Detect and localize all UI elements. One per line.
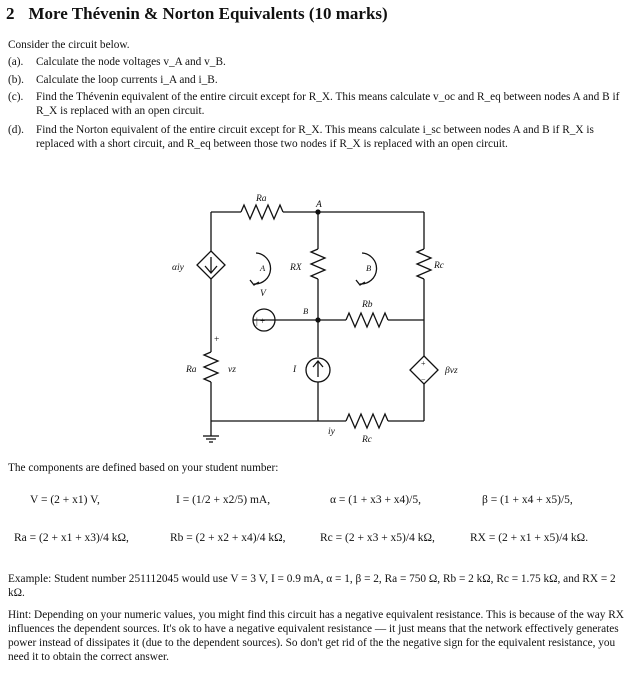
label-v: V <box>260 289 266 299</box>
hint-text: Hint: Depending on your numeric values, you might find this circuit has a negative equivalent resistance. This is because of the way RX influences the dependent sources. It's ok to have a negative equivalent resistance — it just means that the network effectively generates power instead of dissipates it (due to the dependent sources). So don't get rid of the the negative sign for the equivalent resistance, you need it to obtain the correct answer. <box>8 609 624 663</box>
part-a-label: (a). <box>8 56 24 68</box>
dependent-current-source <box>197 251 225 279</box>
node-b-dot <box>316 318 320 322</box>
intro-text: Consider the circuit below. <box>8 39 130 51</box>
label-node-b: B <box>303 306 309 316</box>
part-b <box>8 74 620 88</box>
label-loop-a: A <box>260 263 266 273</box>
eq-i: I = (1/2 + x2/5) mA, <box>176 494 271 506</box>
loop-a-arrow <box>254 253 271 284</box>
loop-a-arrowhead <box>250 280 259 285</box>
eq-v: V = (2 + x1) V, <box>30 494 100 506</box>
label-rx: RX <box>290 263 302 273</box>
label-i: I <box>293 365 297 375</box>
loop-b-arrowhead <box>356 280 365 285</box>
label-ra-left: Ra <box>186 365 197 375</box>
part-a <box>8 56 620 70</box>
eq-ra: Ra = (2 + x1 + x3)/4 kΩ, <box>14 532 129 544</box>
part-c <box>8 91 620 118</box>
part-d-text: Find the Norton equivalent of the entire circuit except for R_X. This means calculate i_sc between nodes A and B if R_X is replaced with a short circuit, and R_eq between those two nodes if R_X is replaced with an open circuit. <box>36 124 594 150</box>
label-plus: + <box>214 335 220 345</box>
label-src-sign: | + <box>256 316 266 326</box>
node-a-dot <box>316 210 320 214</box>
resistor-ra-top <box>241 205 283 219</box>
eq-rb: Rb = (2 + x2 + x4)/4 kΩ, <box>170 532 286 544</box>
eq-beta: β = (1 + x4 + x5)/5, <box>482 494 573 506</box>
label-dep-minus: − <box>421 375 426 384</box>
part-d-label: (d). <box>8 124 24 137</box>
current-source-i <box>306 358 330 382</box>
label-rc-right: Rc <box>434 261 445 271</box>
part-b-label: (b). <box>8 73 24 86</box>
label-ra-top: Ra <box>256 194 267 204</box>
part-d <box>8 124 620 151</box>
question-title <box>6 4 388 24</box>
resistor-rx <box>311 249 325 279</box>
label-dep-voltage: βvz <box>445 366 458 376</box>
part-a-text: Calculate the node voltages v_A and v_B. <box>36 56 226 68</box>
label-rc-bottom: Rc <box>362 435 373 445</box>
resistor-rc-right <box>417 249 431 279</box>
voltage-source-v <box>253 309 275 331</box>
part-c-text: Find the Thévenin equivalent of the entire circuit except for R_X. This means calculate v_oc and R_eq between nodes A and B if R_X is replaced with an open circuit. <box>36 91 620 117</box>
label-vz: vz <box>228 365 236 375</box>
question-parts <box>8 56 620 156</box>
label-dep-plus: + <box>421 359 426 368</box>
label-loop-b: B <box>366 263 372 273</box>
label-iy: iy <box>328 427 335 437</box>
resistor-rb <box>346 313 388 327</box>
dep-current-arrowhead <box>205 266 217 273</box>
label-rb: Rb <box>362 300 373 310</box>
part-c-label: (c). <box>8 91 24 104</box>
loop-b-arrow <box>360 253 377 284</box>
resistor-ra-left <box>204 352 218 382</box>
current-source-arrowhead <box>313 361 323 367</box>
example-text: Example: Student number 251112045 would use V = 3 V, I = 0.9 mA, α = 1, β = 2, Ra = 750 Ω, Rb = 2 kΩ, Rc = 1.75 kΩ, and RX = 2 kΩ. <box>8 573 616 599</box>
part-b-text: Calculate the loop currents i_A and i_B. <box>36 73 218 86</box>
eq-rx: RX = (2 + x1 + x5)/4 kΩ. <box>470 532 589 544</box>
components-intro: The components are defined based on your student number: <box>8 462 279 474</box>
eq-rc: Rc = (2 + x3 + x5)/4 kΩ, <box>320 532 435 544</box>
dependent-voltage-source <box>410 356 438 384</box>
label-dep-current: αiy <box>172 263 184 273</box>
label-node-a: A <box>316 200 322 210</box>
question-number: 2 <box>6 4 15 23</box>
resistor-rc-bottom <box>346 414 388 428</box>
question-heading: More Thévenin & Norton Equivalents (10 marks) <box>28 4 388 23</box>
eq-alpha: α = (1 + x3 + x4)/5, <box>330 494 421 506</box>
